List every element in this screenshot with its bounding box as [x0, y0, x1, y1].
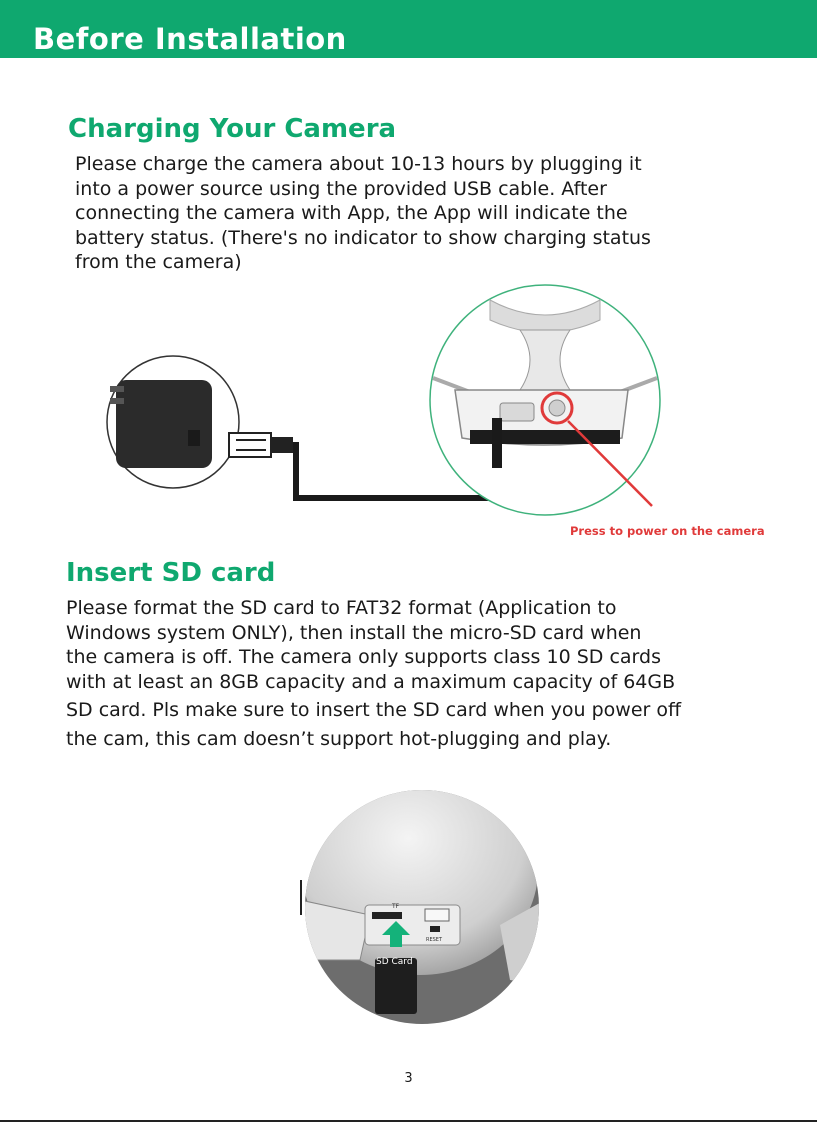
charging-line: from the camera) — [75, 251, 242, 273]
sdcard-line: the cam, this cam doesn’t support hot-plugging and play. — [66, 727, 612, 750]
sdcard-line: the camera is off. The camera only supports class 10 SD cards — [66, 646, 661, 668]
charging-line: into a power source using the provided USB cable. After — [75, 177, 607, 200]
sdcard-line: Please format the SD card to FAT32 format (Application to — [66, 597, 617, 619]
page-number: 3 — [404, 1071, 413, 1086]
charging-line: connecting the camera with App, the App will indicate the — [75, 202, 628, 224]
power-annotation: Press to power on the camera — [570, 524, 765, 538]
sd-card-label: SD Card — [376, 957, 413, 967]
sdcard-line: SD card. Pls make sure to insert the SD card when you power off — [66, 699, 682, 721]
reset-label: RESET — [426, 937, 443, 943]
page-title: Before Installation — [33, 22, 347, 56]
sdcard-line: with at least an 8GB capacity and a maximum capacity of 64GB — [66, 670, 676, 693]
tf-slot-label: TF — [392, 903, 400, 910]
sdcard-line: Windows system ONLY), then install the micro-SD card when — [66, 621, 642, 644]
charging-line: battery status. (There's no indicator to show charging status — [75, 226, 651, 249]
charging-line: Please charge the camera about 10-13 hours by plugging it — [75, 153, 642, 175]
charging-heading: Charging Your Camera — [68, 114, 397, 144]
sdcard-heading: Insert SD card — [66, 558, 276, 588]
camera-underside-photo — [300, 765, 545, 1030]
